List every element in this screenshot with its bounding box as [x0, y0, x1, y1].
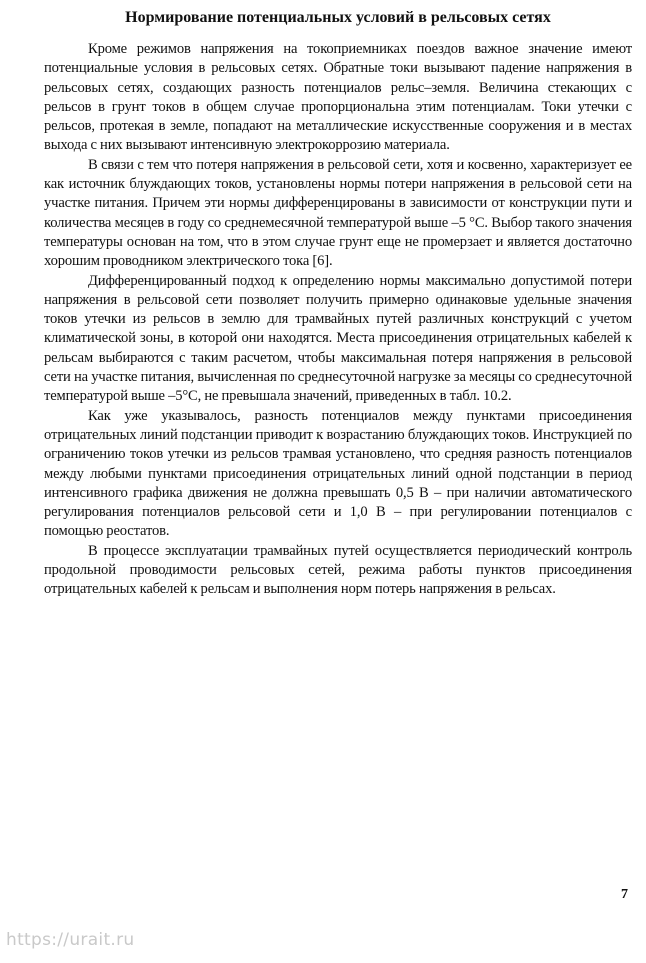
paragraph-2: В связи с тем что потеря напряжения в рельсовой сети, хотя и косвенно, характеризует ее как источник блуждающих токов, установлены нормы потери напряжения в рельсовой сети на участке питания. Причем эти нормы дифференцированы в зависимости от конструкции пути и количества месяцев в году со среднемесячной температурой выше –5 °С. Выбор такого значения температуры основан на том, что в этом случае грунт еще не промерзает и является достаточно хорошим проводником электрического тока [6].: [44, 156, 632, 270]
page-number: 7: [621, 887, 628, 902]
paragraph-4: Как уже указывалось, разность потенциалов между пунктами присоединения отрицательных линий подстанции приводит к возрастанию блуждающих токов. Инструкцией по ограничению токов утечки из рельсов трамвая установлено, что средняя разность потенциалов между любыми пунктами присоединения отрицательных линий одной подстанции в период интенсивного графика движения не должна превышать 0,5 В – при наличии автоматического регулирования потенциалов рельсовой сети и 1,0 В – при регулировании потенциалов с помощью реостатов.: [44, 407, 632, 540]
watermark-link: https://urait.ru: [6, 930, 135, 950]
paragraph-3: Дифференцированный подход к определению нормы максимально допустимой потери напряжения в рельсовой сети позволяет получить примерно одинаковые удельные значения токов утечки из рельсов в землю для трамвайных путей различных конструкций с учетом климатической зоны, в которой они находятся. Места присоединения отрицательных кабелей к рельсам выбираются с таким расчетом, чтобы максимальная потеря напряжения в рельсовой сети на участке питания, вычисленная по среднесуточной нагрузке за месяцы со среднесуточной температурой выше –5°С, не превышала значений, приведенных в табл. 10.2.: [44, 272, 632, 405]
paragraph-5: В процессе эксплуатации трамвайных путей осуществляется периодический контроль продольной проводимости рельсовых сетей, режима работы пунктов присоединения отрицательных кабелей к рельсам и выполнения норм потерь напряжения в рельсах.: [44, 542, 632, 598]
paragraph-1: Кроме режимов напряжения на токоприемниках поездов важное значение имеют потенциальные условия в рельсовых сетях. Обратные токи вызывают падение напряжения в рельсовых сетях, создающих разность потенциалов рельс–земля. Величина стекающих с рельсов в грунт токов в общем случае пропорциональна этим потенциалам. Токи утечки с рельсов, протекая в земле, попадают на металлические искусственные сооружения и в местах выхода с них вызывают интенсивную электрокоррозию материала.: [44, 41, 632, 154]
section-title: Нормирование потенциальных условий в рельсовых сетях: [125, 9, 551, 26]
document-page: [44, 8, 632, 600]
